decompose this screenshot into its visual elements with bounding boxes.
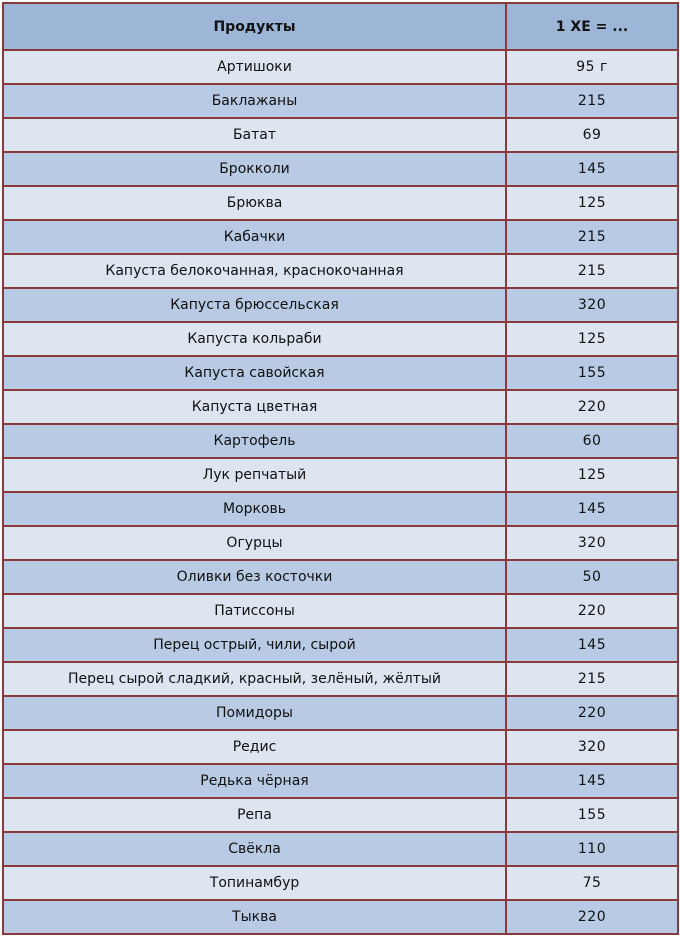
bread-unit-amount-cell: 145 (506, 152, 678, 186)
bread-unit-amount-cell: 215 (506, 84, 678, 118)
product-name-cell: Топинамбур (3, 866, 506, 900)
bread-unit-amount-cell: 110 (506, 832, 678, 866)
product-name-cell: Капуста белокочанная, краснокочанная (3, 254, 506, 288)
product-name-cell: Капуста савойская (3, 356, 506, 390)
bread-unit-amount-cell: 320 (506, 526, 678, 560)
table-row (3, 696, 678, 730)
bread-unit-amount-cell: 320 (506, 288, 678, 322)
table-row (3, 526, 678, 560)
bread-unit-amount-cell: 220 (506, 900, 678, 934)
product-name-cell: Редис (3, 730, 506, 764)
bread-unit-amount-cell: 215 (506, 220, 678, 254)
table-header-row (3, 3, 678, 50)
table-row (3, 84, 678, 118)
table-row (3, 424, 678, 458)
table-row (3, 832, 678, 866)
table-row (3, 288, 678, 322)
product-name-cell: Брокколи (3, 152, 506, 186)
bread-unit-amount-cell: 50 (506, 560, 678, 594)
header-products: Продукты (3, 3, 506, 50)
table-row (3, 866, 678, 900)
bread-unit-amount-cell: 60 (506, 424, 678, 458)
table-row (3, 356, 678, 390)
table-row (3, 900, 678, 934)
bread-unit-amount-cell: 75 (506, 866, 678, 900)
table-row (3, 458, 678, 492)
bread-unit-amount-cell: 145 (506, 492, 678, 526)
product-name-cell: Капуста брюссельская (3, 288, 506, 322)
product-name-cell: Брюква (3, 186, 506, 220)
bread-unit-amount-cell: 220 (506, 390, 678, 424)
product-name-cell: Морковь (3, 492, 506, 526)
product-name-cell: Баклажаны (3, 84, 506, 118)
product-name-cell: Батат (3, 118, 506, 152)
table-row (3, 152, 678, 186)
bread-unit-amount-cell: 155 (506, 356, 678, 390)
product-name-cell: Картофель (3, 424, 506, 458)
product-name-cell: Тыква (3, 900, 506, 934)
table-row (3, 628, 678, 662)
table-row (3, 764, 678, 798)
bread-unit-amount-cell: 95 г (506, 50, 678, 84)
product-name-cell: Патиссоны (3, 594, 506, 628)
product-name-cell: Артишоки (3, 50, 506, 84)
product-name-cell: Перец сырой сладкий, красный, зелёный, жёлтый (3, 662, 506, 696)
table-row (3, 118, 678, 152)
bread-unit-amount-cell: 215 (506, 662, 678, 696)
product-name-cell: Капуста цветная (3, 390, 506, 424)
product-name-cell: Огурцы (3, 526, 506, 560)
table-row (3, 662, 678, 696)
bread-units-table (2, 2, 679, 935)
header-bread-unit: 1 ХЕ = ... (506, 3, 678, 50)
product-name-cell: Редька чёрная (3, 764, 506, 798)
table-row (3, 322, 678, 356)
bread-unit-amount-cell: 320 (506, 730, 678, 764)
bread-unit-amount-cell: 155 (506, 798, 678, 832)
bread-unit-amount-cell: 125 (506, 458, 678, 492)
table-row (3, 798, 678, 832)
product-name-cell: Помидоры (3, 696, 506, 730)
bread-unit-amount-cell: 125 (506, 186, 678, 220)
bread-unit-amount-cell: 145 (506, 764, 678, 798)
table-row (3, 730, 678, 764)
bread-unit-amount-cell: 220 (506, 594, 678, 628)
bread-unit-amount-cell: 145 (506, 628, 678, 662)
product-name-cell: Лук репчатый (3, 458, 506, 492)
bread-unit-amount-cell: 220 (506, 696, 678, 730)
table-row (3, 492, 678, 526)
product-name-cell: Капуста кольраби (3, 322, 506, 356)
table-row (3, 186, 678, 220)
table-row (3, 390, 678, 424)
table-row (3, 594, 678, 628)
table-row (3, 560, 678, 594)
product-name-cell: Свёкла (3, 832, 506, 866)
product-name-cell: Репа (3, 798, 506, 832)
product-name-cell: Кабачки (3, 220, 506, 254)
bread-unit-amount-cell: 215 (506, 254, 678, 288)
table-row (3, 254, 678, 288)
table-row (3, 220, 678, 254)
product-name-cell: Перец острый, чили, сырой (3, 628, 506, 662)
table-row (3, 50, 678, 84)
table-body (3, 50, 678, 934)
product-name-cell: Оливки без косточки (3, 560, 506, 594)
bread-unit-amount-cell: 69 (506, 118, 678, 152)
bread-unit-amount-cell: 125 (506, 322, 678, 356)
